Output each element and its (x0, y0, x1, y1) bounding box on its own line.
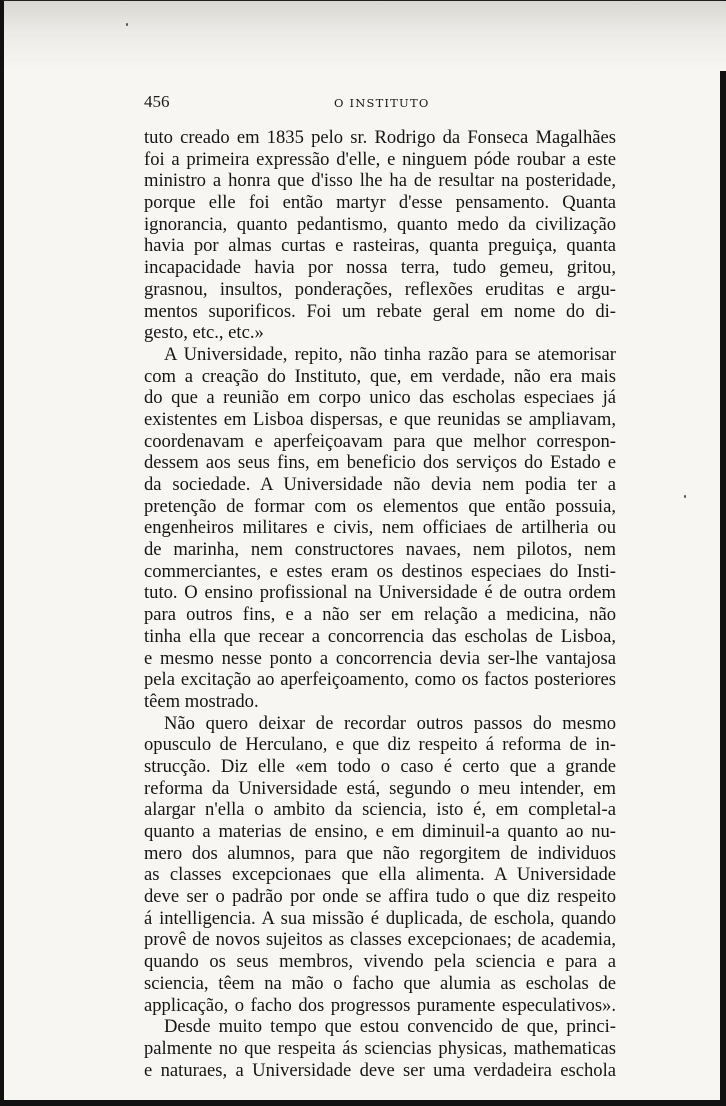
text-line: havia por almas curtas e rasteiras, quanta preguiça, quanta (144, 235, 616, 257)
text-line: coordenavam e aperfeiçoavam para que melhor correspon- (144, 430, 616, 452)
text-line: as classes excepcionaes que ella alimenta. A Universidade (144, 864, 616, 886)
scan-speck (684, 495, 686, 498)
text-line: á intelligencia. A sua missão é duplicada, de eschola, quando (144, 907, 616, 929)
text-line: e naturaes, a Universidade deve ser uma verdadeira eschola (144, 1059, 616, 1081)
text-line: strucção. Diz elle «em todo o caso é certo que a grande (144, 755, 616, 777)
text-line: porque elle foi então martyr d'esse pensamento. Quanta (144, 192, 616, 214)
scan-shadow (4, 1, 726, 71)
text-line: applicação, o facho dos progressos puramente especulativos». (144, 994, 616, 1016)
paragraph-start: Não quero deixar de recordar outros passos do mesmo (164, 712, 616, 734)
text-line: incapacidade havia por nossa terra, tudo gemeu, gritou, (144, 257, 616, 279)
text-line: foi a primeira expressão d'elle, e ninguem póde roubar a este (144, 148, 616, 170)
text-line: quanto a materias de ensino, e em diminuil-a quanto ao nu- (144, 821, 616, 842)
text-line: opusculo de Herculano, e que diz respeito á reforma de in- (144, 734, 616, 756)
text-line: pela excitação ao aperfeiçoamento, como os factos posteriores (144, 669, 616, 691)
text-line: com a creação do Instituto, que, em verdade, não era mais (144, 365, 616, 387)
text-line: mentos suporificos. Foi um rebate geral em nome do di- (144, 300, 616, 322)
text-line: ministro a honra que d'isso lhe ha de resultar na posteridade, (144, 170, 616, 192)
text-line: provê de novos sujeitos as classes excepcionaes; de academia, (144, 929, 616, 951)
text-line: grasnou, insultos, ponderações, reflexões eruditas e argu- (144, 278, 616, 300)
paragraph-start: Desde muito tempo que estou convencido de que, princi- (164, 1016, 616, 1038)
text-line: mero dos alumnos, para que não regorgitem de individuos (144, 842, 616, 864)
text-line: do que a reunião em corpo unico das escholas especiaes já (144, 387, 616, 409)
text-line: da sociedade. A Universidade não devia nem podia ter a (144, 474, 616, 495)
text-line: sciencia, têem na mão o facho que alumia as escholas de (144, 972, 616, 994)
text-line: e mesmo nesse ponto a concorrencia devia ser-lhe vantajosa (144, 647, 616, 669)
scan-speck (126, 23, 128, 26)
text-line: de marinha, nem constructores navaes, nem pilotos, nem (144, 539, 616, 561)
text-line: engenheiros militares e civis, nem officiaes de artilheria ou (144, 517, 616, 539)
text-line: pretenção de formar com os elementos que então possuia, (144, 495, 616, 517)
text-line: tinha ella que recear a concorrencia das escholas de Lisboa, (144, 625, 616, 647)
text-line: deve ser o padrão por onde se affira tudo o que diz respeito (144, 886, 616, 908)
text-line: tuto. O ensino profissional na Universidade é de outra ordem (144, 582, 616, 604)
paragraph-start: A Universidade, repito, não tinha razão para se atemorisar (164, 343, 616, 365)
text-line: quando os seus membros, vivendo pela sciencia e para a (144, 951, 616, 973)
text-line: existentes em Lisboa dispersas, e que reunidas se ampliavam, (144, 408, 616, 430)
text-line: tuto creado em 1835 pelo sr. Rodrigo da Fonseca Magalhães (144, 127, 616, 148)
body-text (144, 127, 616, 1081)
text-line: reforma da Universidade está, segundo o meu intender, em (144, 777, 616, 799)
text-line: alargar n'ella o ambito da sciencia, isto é, em completal-a (144, 799, 616, 821)
text-line: commerciantes, e estes eram os destinos especiaes do Insti- (144, 560, 616, 582)
running-title: O INSTITUTO (334, 96, 430, 110)
text-line: gesto, etc., etc.» (144, 322, 264, 344)
text-line: ignorancia, quanto pedantismo, quanto medo da civilização (144, 213, 616, 235)
text-line: para outros fins, e a não ser em relação a medicina, não (144, 604, 616, 626)
text-line: dessem aos seus fins, em beneficio dos serviços do Estado e (144, 452, 616, 474)
page-number: 456 (144, 92, 170, 111)
page-header (144, 92, 614, 116)
text-line: têem mostrado. (144, 690, 259, 712)
text-line: palmente no que respeita ás sciencias physicas, mathematicas (144, 1037, 616, 1059)
